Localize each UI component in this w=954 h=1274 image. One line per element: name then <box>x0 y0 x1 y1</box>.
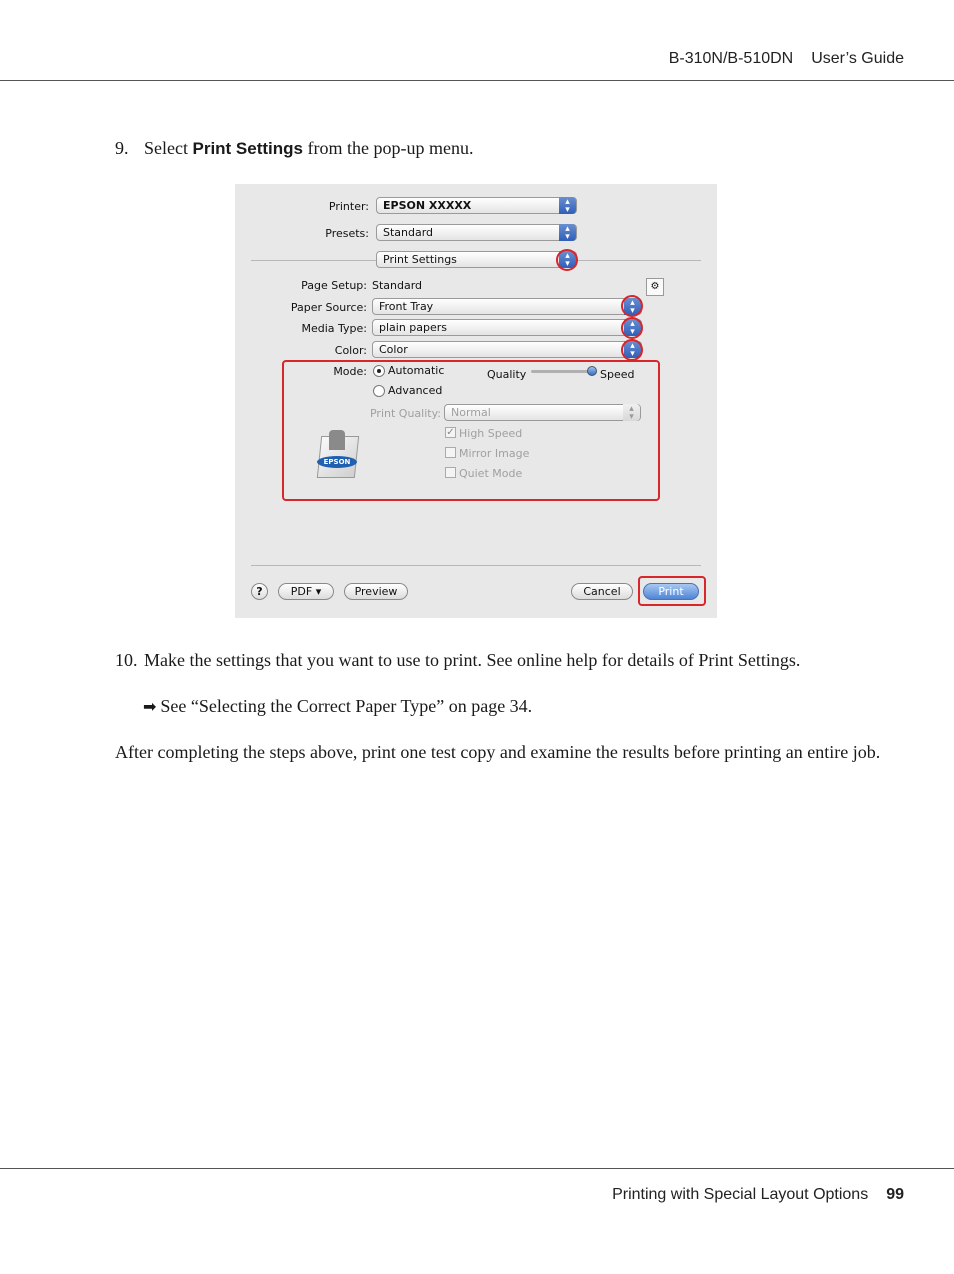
highlight-circle <box>621 295 643 317</box>
header-model: B-310N/B-510DN <box>668 50 794 67</box>
highlight-circle <box>556 249 578 271</box>
step-10 <box>115 648 800 672</box>
mode-automatic-radio[interactable] <box>373 365 385 377</box>
media-type-label: Media Type: <box>301 322 367 335</box>
closing-paragraph: After completing the steps above, print one test copy and examine the results before printing an entire job. <box>115 742 881 762</box>
presets-value: Standard <box>383 226 434 239</box>
slider-knob[interactable] <box>587 366 597 376</box>
printer-label: Printer: <box>328 200 369 213</box>
paper-source-label: Paper Source: <box>290 301 367 314</box>
step-number: 9. <box>115 138 129 158</box>
print-dialog-screenshot <box>235 184 717 618</box>
running-footer <box>612 1186 904 1204</box>
paper-source-value: Front Tray <box>379 300 434 313</box>
preview-button[interactable]: Preview <box>344 583 408 600</box>
mirror-image-label: Mirror Image <box>459 447 530 460</box>
speed-label: Speed <box>600 368 635 381</box>
printer-popup[interactable] <box>376 197 577 214</box>
color-label: Color: <box>334 344 367 357</box>
stepper-icon: ▴ ▾ <box>559 197 576 214</box>
step-text-pre: Select <box>144 138 193 158</box>
quality-speed-slider[interactable] <box>531 370 593 373</box>
step-text: Make the settings that you want to use to print. See online help for details of Print Settings. <box>144 650 801 670</box>
presets-label: Presets: <box>325 227 369 240</box>
stepper-icon: ▴ ▾ <box>624 298 641 315</box>
high-speed-checkbox[interactable]: ✓ <box>446 427 455 438</box>
high-speed-label: High Speed <box>459 427 523 440</box>
media-type-value: plain papers <box>379 321 448 334</box>
highlight-circle <box>621 317 643 339</box>
cancel-button[interactable]: Cancel <box>571 583 633 600</box>
step-number: 10. <box>115 650 138 670</box>
stepper-icon: ▴ ▾ <box>623 404 640 421</box>
stepper-icon: ▴ ▾ <box>559 251 576 268</box>
stepper-icon: ▴ ▾ <box>559 224 576 241</box>
stepper-icon: ▴ ▾ <box>624 341 641 358</box>
mode-label: Mode: <box>333 365 367 378</box>
print-quality-label: Print Quality: <box>369 407 441 420</box>
epson-printer-icon <box>315 430 361 478</box>
quality-label: Quality <box>487 368 527 381</box>
footer-section: Printing with Special Layout Options <box>612 1186 869 1203</box>
panel-value: Print Settings <box>383 253 457 266</box>
page-number: 99 <box>886 1186 904 1203</box>
highlight-circle <box>621 339 643 361</box>
stepper-icon: ▴ ▾ <box>624 319 641 336</box>
mode-automatic-label: Automatic <box>388 364 445 377</box>
print-quality-popup[interactable] <box>444 404 641 421</box>
panel-popup[interactable] <box>376 251 577 268</box>
media-type-popup[interactable] <box>372 319 642 336</box>
color-popup[interactable] <box>372 341 642 358</box>
utility-icon[interactable]: ⚙ <box>646 278 664 296</box>
quiet-mode-checkbox[interactable] <box>445 467 456 478</box>
mirror-image-checkbox[interactable] <box>445 447 456 458</box>
header-rule <box>0 80 954 81</box>
footer-rule <box>0 1168 954 1169</box>
header-guide: User’s Guide <box>811 50 904 67</box>
presets-popup[interactable] <box>376 224 577 241</box>
quiet-mode-label: Quiet Mode <box>459 467 523 480</box>
page-setup-value: Standard <box>372 279 423 292</box>
print-highlight-box <box>638 576 706 606</box>
print-quality-value: Normal <box>451 406 491 419</box>
page-setup-label: Page Setup: <box>301 279 367 292</box>
paper-source-popup[interactable] <box>372 298 642 315</box>
separator <box>251 565 701 566</box>
step-9 <box>115 136 473 161</box>
mode-advanced-radio[interactable] <box>373 385 385 397</box>
epson-logo: EPSON <box>317 456 357 468</box>
cross-reference-link[interactable] <box>143 696 532 717</box>
pdf-button[interactable]: PDF ▾ <box>278 583 334 600</box>
color-value: Color <box>379 343 408 356</box>
cross-reference-text: See “Selecting the Correct Paper Type” on page 34. <box>160 696 533 716</box>
printer-value: EPSON XXXXX <box>383 199 472 212</box>
step-text-post: from the pop-up menu. <box>303 138 474 158</box>
print-button[interactable]: Print <box>643 583 699 600</box>
arrow-icon: ➡ <box>143 697 157 716</box>
help-button[interactable]: ? <box>251 583 268 600</box>
step-text-bold: Print Settings <box>192 139 303 158</box>
running-header <box>669 50 904 68</box>
mode-advanced-label: Advanced <box>388 384 443 397</box>
